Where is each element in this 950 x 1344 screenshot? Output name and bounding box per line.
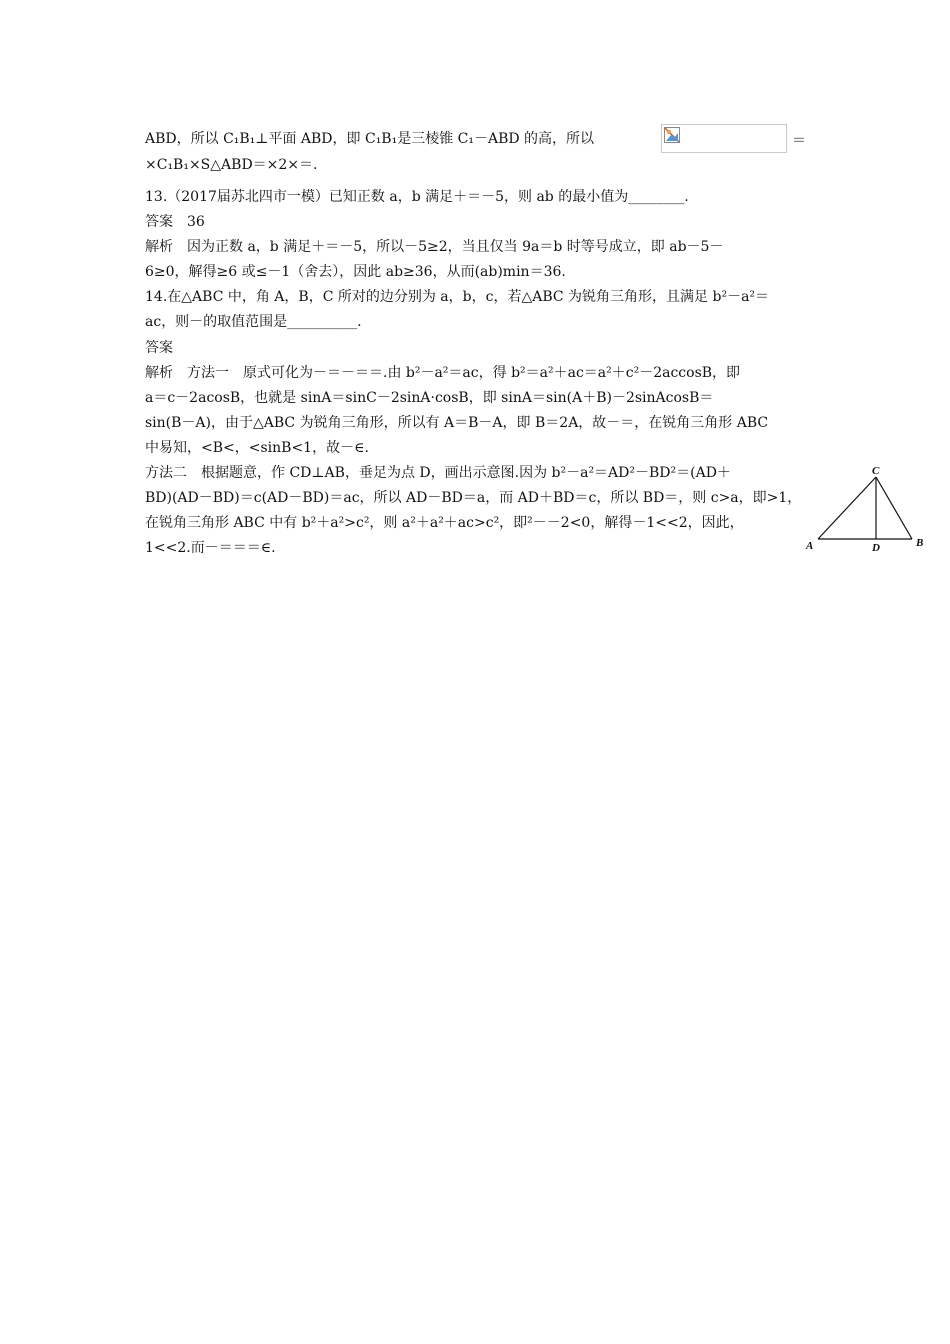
side-cb [876,477,912,539]
problem-13: 13.（2017届苏北四市一模）已知正数 a，b 满足＋＝－5，则 ab 的最小值为________. [145,189,689,205]
analysis-13-line-1: 解析 因为正数 a，b 满足＋＝－5，所以－5≥2，当且仅当 9a＝b 时等号成立，即 ab－5－ [145,239,724,255]
answer-14: 答案 [145,340,173,356]
analysis-14-line-4: 中易知，<B<，<sinB<1，故－∈. [145,440,369,456]
triangle-diagram [800,462,935,554]
analysis-14-line-1: 解析 方法一 原式可化为－＝－＝＝.由 b²－a²＝ac，得 b²＝a²＋ac＝a²＋c²－2accosB，即 [145,365,741,381]
text-line-1: ABD，所以 C₁B₁⊥平面 ABD，即 C₁B₁是三棱锥 C₁－ABD 的高，所以 [145,131,595,147]
problem-14-line-2: ac，则－的取值范围是__________. [145,314,362,330]
analysis-14-line-3: sin(B－A)，由于△ABC 为锐角三角形，所以有 A＝B－A，即 B＝2A，故－＝，在锐角三角形 ABC [145,415,769,431]
analysis-13-line-2: 6≥0，解得≥6 或≤－1（舍去），因此 ab≥36，从而(ab)min＝36. [145,264,566,280]
label-b: B [916,537,924,549]
method-2-line-2: BD)(AD－BD)＝c(AD－BD)＝ac，所以 AD－BD＝a，而 AD＋BD＝c，所以 BD＝，则 c>a，即>1， [145,490,802,506]
answer-13: 答案 36 [145,214,205,230]
label-d: D [872,542,880,554]
analysis-14-line-2: a＝c－2acosB，也就是 sinA＝sinC－2sinA·cosB，即 sinA＝sin(A＋B)－2sinAcosB＝ [145,390,714,406]
broken-image-icon [664,127,680,143]
equals-sign: ＝ [792,133,806,149]
label-a: A [806,540,814,552]
broken-image-placeholder [661,124,787,153]
method-2-line-4: 1<<2.而－＝＝＝∈. [145,540,276,556]
method-2-line-3: 在锐角三角形 ABC 中有 b²＋a²>c²，则 a²＋a²＋ac>c²，即²－－2<0，解得－1<<2，因此， [145,515,744,531]
method-2-line-1: 方法二 根据题意，作 CD⊥AB，垂足为点 D，画出示意图.因为 b²－a²＝AD²－BD²＝(AD＋ [145,465,731,481]
side-ac [818,477,876,539]
text-line-2: ×C₁B₁×S△ABD＝×2×＝. [145,157,318,173]
label-c: C [872,465,880,477]
problem-14-line-1: 14.在△ABC 中，角 A，B，C 所对的边分别为 a，b，c，若△ABC 为锐角三角形，且满足 b²－a²＝ [145,289,770,305]
